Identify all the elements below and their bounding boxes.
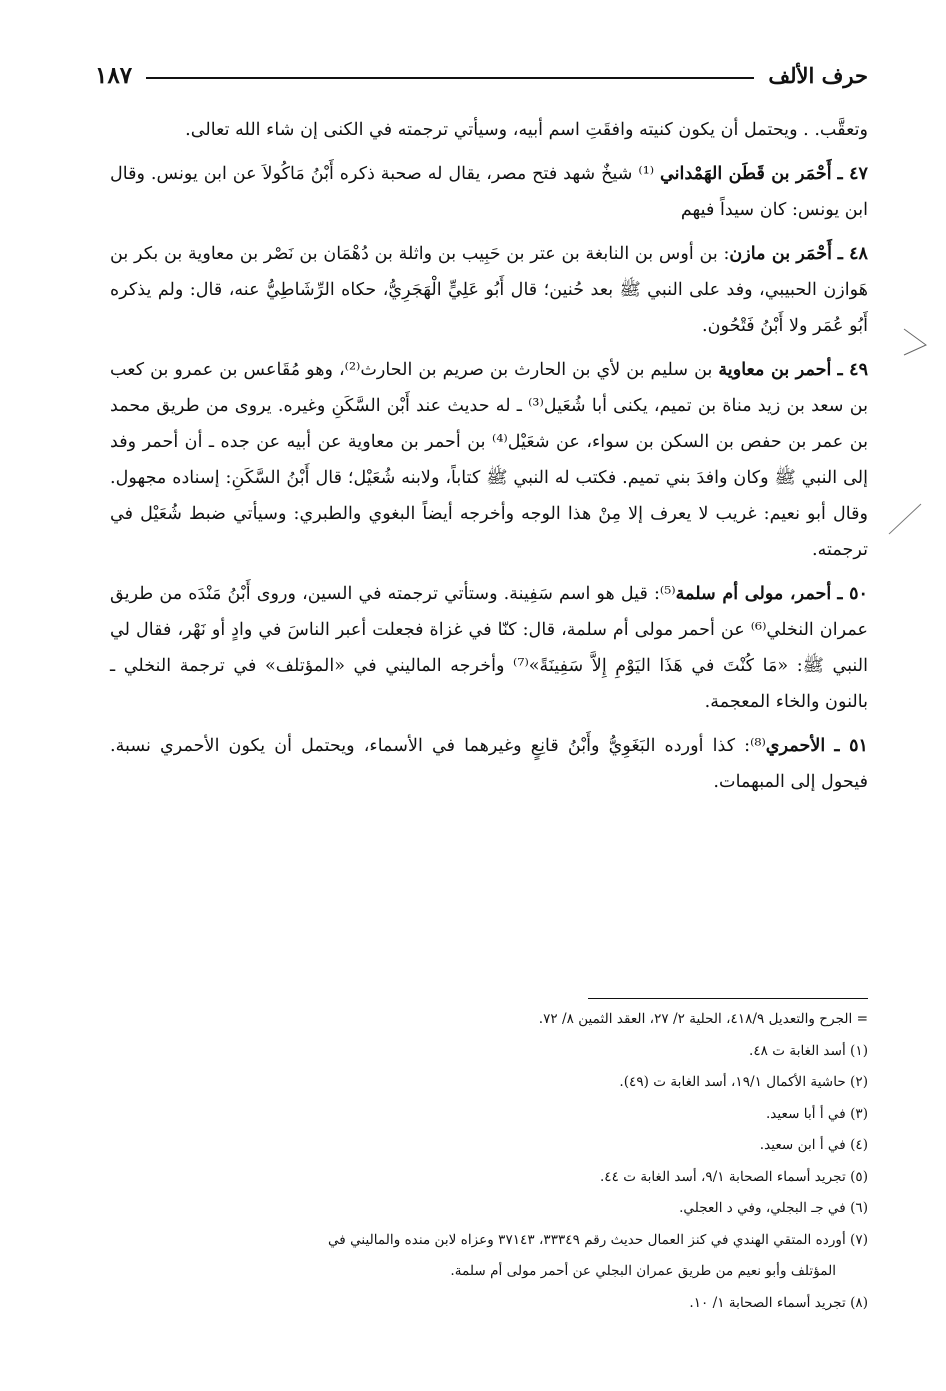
entry-number: ٤٨ ـ bbox=[837, 243, 868, 264]
footnote-7: (٧) أورده المتقي الهندي في كنز العمال حديث رقم ٣٣٣٤٩، ٣٧١٤٣ وعزاه لابن منده والماليني في bbox=[327, 1231, 868, 1248]
footnote-1: (١) أسد الغابة ت ٤٨. bbox=[749, 1042, 868, 1059]
footnote-3: (٣) في أ أبا سعيد. bbox=[765, 1105, 868, 1122]
chapter-title: حرف الألف bbox=[768, 62, 868, 88]
footnote-separator bbox=[588, 998, 868, 999]
entry-name: أَحْمَر بن قَطَن الهَمْداني bbox=[660, 163, 832, 184]
margin-mark-chevron bbox=[900, 325, 930, 365]
footnote-6: (٦) في جـ البجلي، وفي د العجلي. bbox=[679, 1200, 868, 1216]
entry-number: ٥١ ـ bbox=[834, 735, 868, 756]
margin-mark-stroke bbox=[885, 500, 925, 540]
entry-51 bbox=[110, 728, 868, 800]
entry-name: الأحمري bbox=[765, 735, 826, 756]
entry-name: أحمر بن معاوية bbox=[718, 359, 832, 380]
footnote-7-continued: المؤتلف وأبو نعيم من طريق عمران البجلي عن أحمر مولى أم سلمة. bbox=[450, 1263, 836, 1279]
page-number: ١٨٧ bbox=[95, 61, 133, 89]
entry-49 bbox=[110, 352, 868, 568]
entry-50 bbox=[110, 576, 868, 720]
header-rule bbox=[146, 77, 754, 79]
entry-text: : بن أوس بن النابغة بن عتر بن حَبِيب بن واثلة بن دُهْمَان بن نَصْر بن معاوية بن بكر بن هَوازن الحبيبي، وفد على النبي ﷺ بعد حُنين؛ قال أَبُو عَلِيٍّ الْهَجَرِيُّ، حكاه الرِّشَاطِيُّ عنه، قال: ولم يذكره أَبُو عُمَر ولا أَبْنُ فَتْحُون. bbox=[110, 244, 868, 336]
entry-name: أحمر، مولى أم سلمة bbox=[675, 583, 832, 604]
entry-text: ⁽⁸⁾: كذا أورده البَغَوِيُّ وأَبْنُ قانِعٍ وغيرهما في الأسماء، ويحتمل أن يكون الأحمري نسبة. فيحول إلى المبهمات. bbox=[110, 736, 868, 792]
entry-text: ⁽¹⁾ شيخٌ شهد فتح مصر، يقال له صحبة ذكره أَبْنُ مَاكُولاَ عن ابن يونس. وقال ابن يونس: كان سيداً فيهم bbox=[110, 164, 868, 220]
entry-47 bbox=[110, 156, 868, 228]
footnote-8: (٨) تجريد أسماء الصحابة ١/ ١٠. bbox=[689, 1294, 868, 1311]
footnotes bbox=[110, 1004, 868, 1319]
footnote-carryover: = الجرح والتعديل ٤١٨/٩، الحلية ٢/ ٢٧، العقد الثمين ٨/ ٧٢. bbox=[538, 1011, 868, 1027]
entry-number: ٤٩ ـ bbox=[837, 359, 869, 380]
entry-text: ⁽⁵⁾: قيل هو اسم سَفِينة. وستأتي ترجمته في السين، وروى أَبْنُ مَنْدَه من طريق عمران النخلي⁽⁶⁾ عن أحمر مولى أم سلمة، قال: كنّا في غزاة فجعلت أعبر الناسَ في وادٍ أو نَهْر، فقال لي النبي ﷺ: «مَا كُنْتَ في هَذَا اليَوْمِ إِلاَّ سَفِينَةً»⁽⁷⁾ وأخرجه الماليني في «المؤتلف» في ترجمة النخلي ـ بالنون والخاء المعجمة. bbox=[110, 584, 868, 712]
entry-48 bbox=[110, 236, 868, 344]
entry-text: بن سليم بن لأي بن الحارث بن صريم بن الحارث⁽²⁾، وهو مُقَاعس بن عمرو بن كعب بن سعد بن زيد مناة بن تميم، يكنى أبا شُعَيل⁽³⁾ ـ له حديث عند أَبْن السَّكَنِ وغيره. يروى من طريق محمد بن عمر بن حفص بن السكن بن سواء، عن شعَيْل⁽⁴⁾ بن أحمر بن معاوية عن أبيه عن جده ـ أن أحمر وفد إلى النبي ﷺ وكان وافدَ بني تميم. فكتب له النبي ﷺ كتاباً، ولابنه شُعَيْل؛ قال أَبْنُ السَّكَنِ: إسناده مجهول. وقال أبو نعيم: غريب لا يعرف إلا مِنْ هذا الوجه وأخرجه أيضاً البغوي والطبري: وسيأتي ضبط شُعَيْل في ترجمته. bbox=[110, 360, 868, 560]
entry-number: ٤٧ ـ bbox=[837, 163, 869, 184]
entry-name: أَحْمَر بن مازن bbox=[729, 243, 832, 264]
footnote-5: (٥) تجريد أسماء الصحابة ٩/١، أسد الغابة ت ٤٤. bbox=[599, 1168, 868, 1185]
main-text bbox=[110, 112, 868, 808]
footnote-4: (٤) في أ ابن سعيد. bbox=[759, 1137, 868, 1153]
running-header bbox=[95, 55, 868, 95]
paragraph-continuation: وتعقَّب. . ويحتمل أن يكون كنيته وافقَتِ اسم أبيه، وسيأتي ترجمته في الكنى إن شاء الله تعالى. bbox=[185, 120, 868, 140]
entry-number: ٥٠ ـ bbox=[837, 583, 869, 604]
footnote-2: (٢) حاشية الأكمال ١٩/١، أسد الغابة ت (٤٩). bbox=[619, 1074, 868, 1090]
